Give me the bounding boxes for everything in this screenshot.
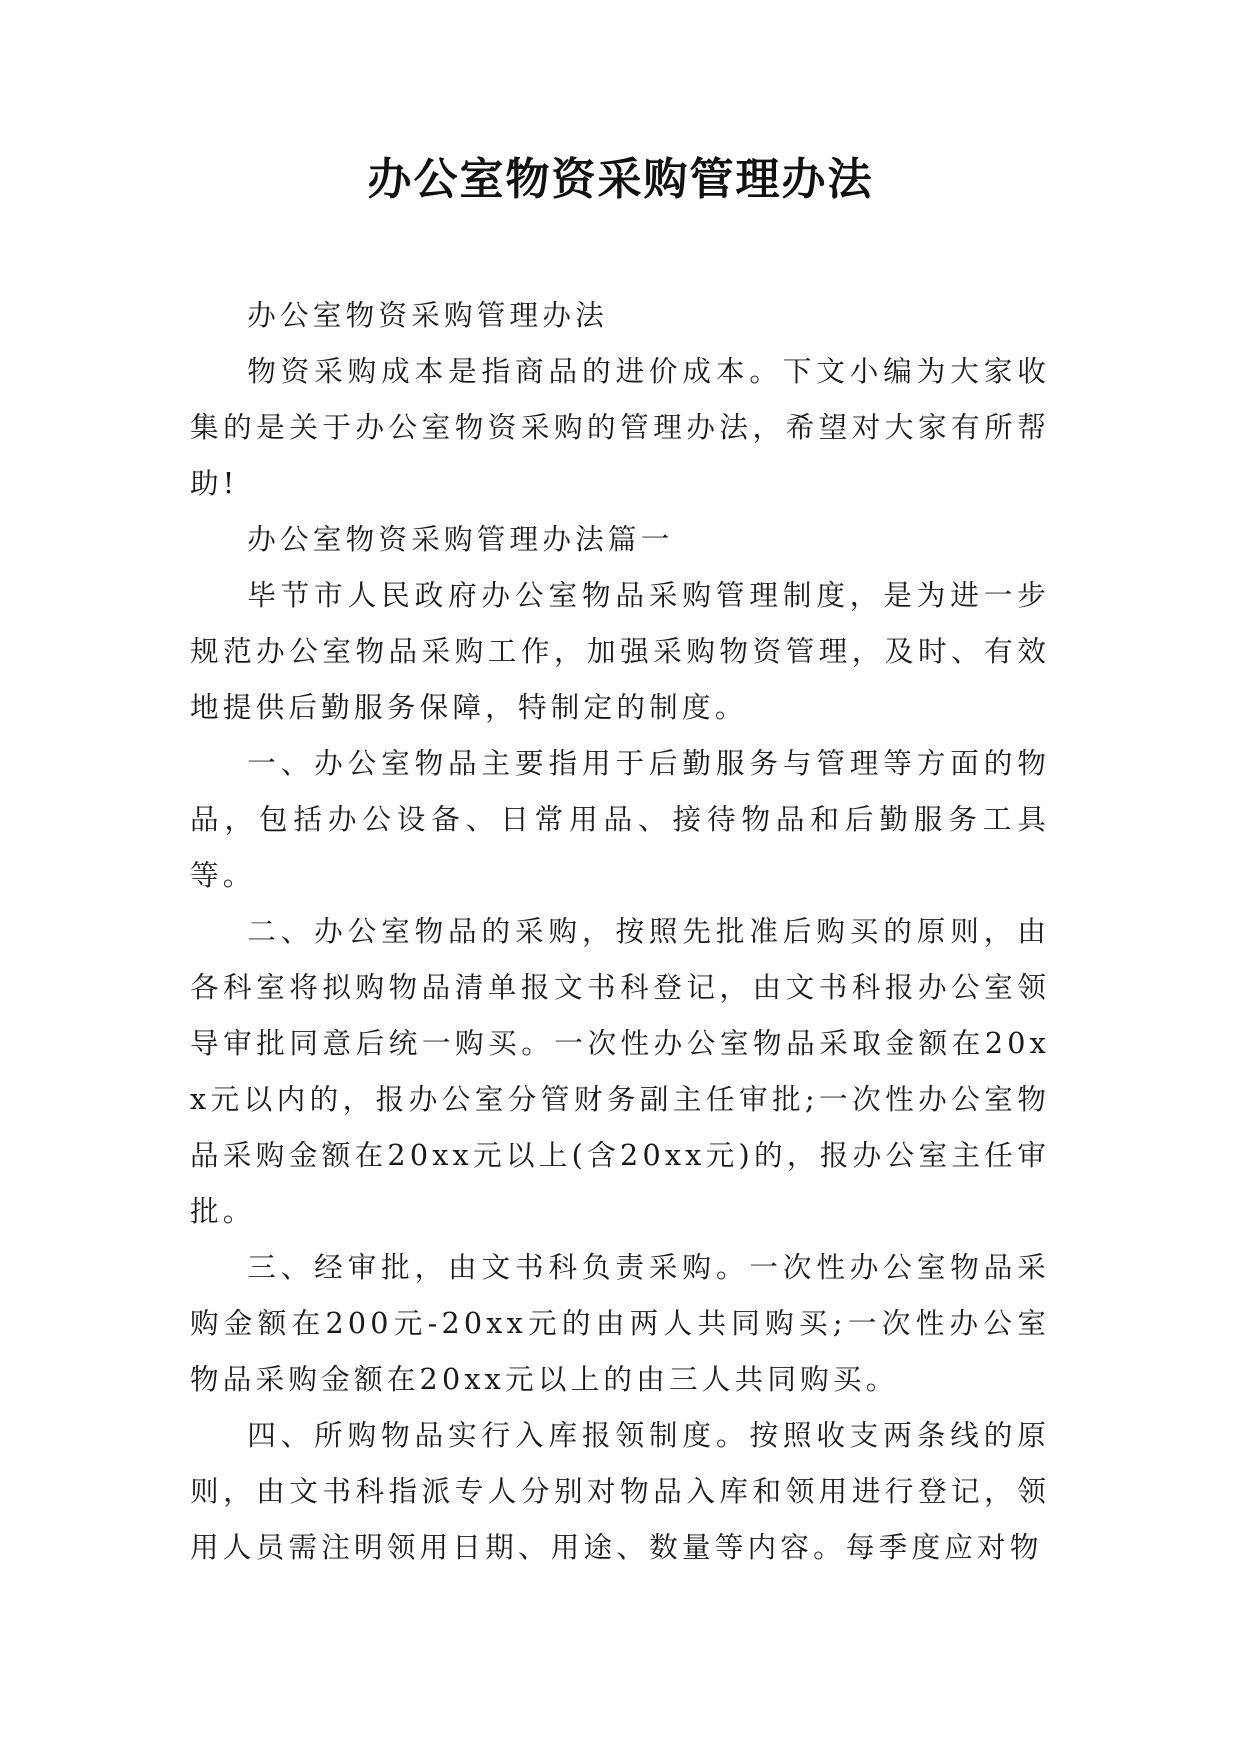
paragraph-item-1: 一、办公室物品主要指用于后勤服务与管理等方面的物品，包括办公设备、日常用品、接待物品和后勤服务工具等。 [190,746,1050,892]
paragraph-intro: 物资采购成本是指商品的进价成本。下文小编为大家收集的是关于办公室物资采购的管理办法，希望对大家有所帮助! [190,354,1050,500]
paragraph-section-title: 办公室物资采购管理办法篇一 [247,522,674,556]
paragraph-purpose: 毕节市人民政府办公室物品采购管理制度，是为进一步规范办公室物品采购工作，加强采购物资管理，及时、有效地提供后勤服务保障，特制定的制度。 [190,578,1050,724]
paragraph-heading: 办公室物资采购管理办法 [247,298,608,332]
paragraph-item-4: 四、所购物品实行入库报领制度。按照收支两条线的原则，由文书科指派专人分别对物品入库和领用进行登记，领用人员需注明领用日期、用途、数量等内容。每季度应对物 [190,1418,1050,1564]
document-title: 办公室物资采购管理办法 [367,154,874,205]
document-body [190,287,1050,1575]
paragraph-item-3: 三、经审批，由文书科负责采购。一次性办公室物品采购金额在200元-20xx元的由两人共同购买;一次性办公室物品采购金额在20xx元以上的由三人共同购买。 [190,1250,1050,1396]
paragraph-item-2: 二、办公室物品的采购，按照先批准后购买的原则，由各科室将拟购物品清单报文书科登记，由文书科报办公室领导审批同意后统一购买。一次性办公室物品采取金额在20xx元以内的，报办公室分管财务副主任审批;一次性办公室物品采购金额在20xx元以上(含20xx元)的，报办公室主任审批。 [190,914,1050,1228]
